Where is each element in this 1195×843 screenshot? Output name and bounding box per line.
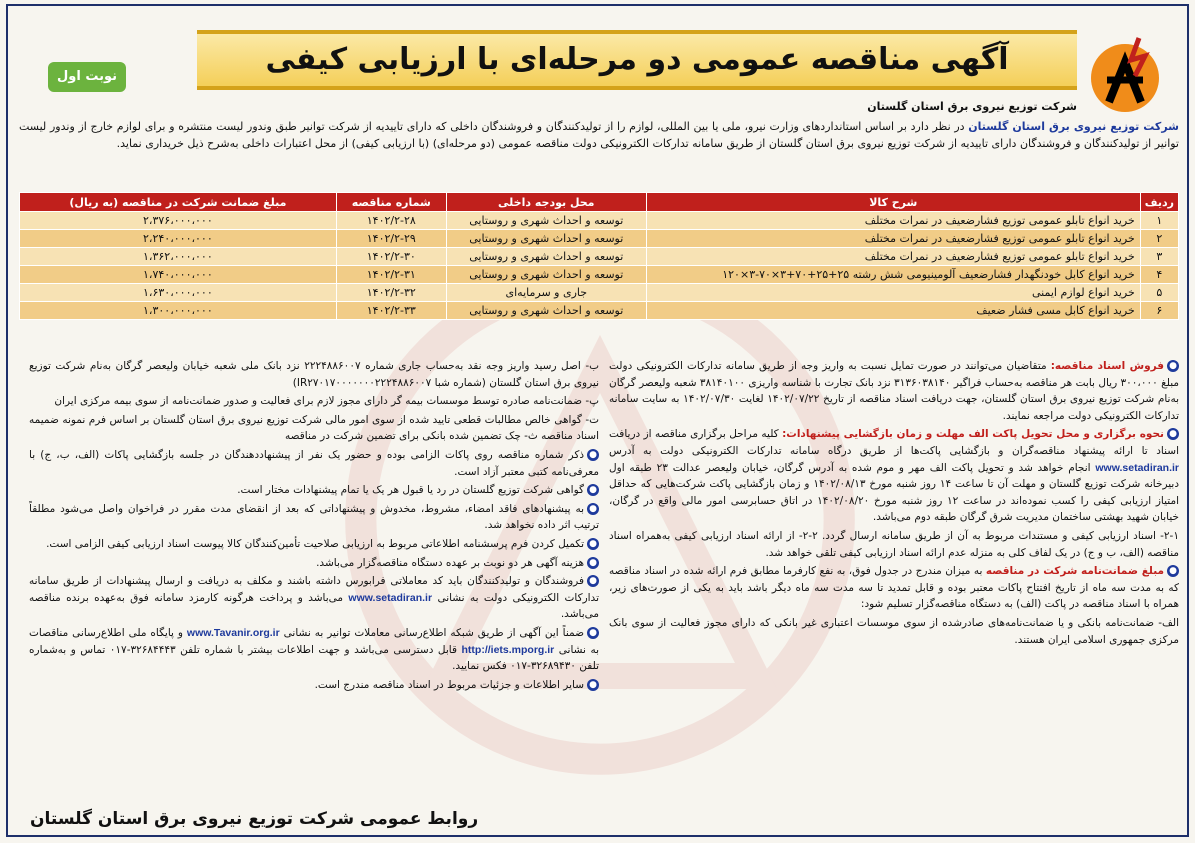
cell-tender-number: ۱۴۰۲/۲-۳۲: [336, 284, 446, 302]
note-item: [29, 447, 599, 480]
cell-description: خرید انواع تابلو عمومی توزیع فشارضعیف در نمرات مختلف: [646, 230, 1140, 248]
section-title: فروش اسناد مناقصه:: [1050, 360, 1165, 372]
table-row: [20, 248, 1179, 266]
tender-table: [19, 192, 1179, 320]
header-description: شرح کالا: [646, 193, 1140, 212]
cell-row-number: ۲: [1140, 230, 1178, 248]
note-item: [29, 625, 599, 675]
round-badge: نوبت اول: [48, 62, 126, 92]
cell-tender-number: ۱۴۰۲/۲-۳۳: [336, 302, 446, 320]
item-t: ت- گواهی خالص مطالبات قطعی تایید شده از سوی امور مالی شرکت توزیع نیروی برق استان گلستان بر اساس فرم نمونه ضمیمه اسناد مناقصه ث- چک تضمین شده بانکی برای تضمین شرکت در مناقصه: [29, 413, 599, 443]
cell-guarantee: ۱،۷۴۰،۰۰۰،۰۰۰: [20, 266, 337, 284]
bullet-icon: ●: [587, 503, 599, 515]
note-item: [29, 501, 599, 534]
section-text: انجام خواهد شد و تحویل پاکت الف مهر و موم شده به آدرس گرگان، خیابان ولیعصر عدالت ۲۳ طبقه اول دبیرخانه شرکت توزیع گلستان و مهلت آن تا ساعت ۱۴ روز شنبه مورخ ۱۴۰۲/۰۸/۱۳ و زمان بازگشایی پاکت شرکت‌هایی که حداقل امتیاز ارزیابی کیفی را کسب نموده‌اند در ساعت ۱۲ روز شنبه مورخ ۱۴۰۲/۰۸/۲۰ در اتاق حسابرسی امور مالی واقع در گرگان، خیابان شهید بهشتی ساختمان مدیریت شرق گرگان طبقه دوم می‌باشد.: [609, 461, 1179, 524]
section-guarantee-a: الف- ضمانت‌نامه بانکی و یا ضمانت‌نامه‌های صادرشده از سوی موسسات اعتباری غیر بانکی که دارای مجوز فعالیت از سوی بانک مرکزی جمهوری اسلامی ایران هستند.: [609, 616, 1179, 646]
header-row-number: ردیف: [1140, 193, 1178, 212]
cell-guarantee: ۱،۶۳۰،۰۰۰،۰۰۰: [20, 284, 337, 302]
section-document-sale: [609, 358, 1179, 424]
cell-description: خرید انواع تابلو عمومی توزیع فشارضعیف در نمرات مختلف: [646, 212, 1140, 230]
table-row: [20, 284, 1179, 302]
note-text: و پایگاه ملی اطلاع‌رسانی مناقصات به نشانی: [29, 626, 599, 656]
company-subtitle: شرکت توزیع نیروی برق استان گلستان: [867, 100, 1077, 113]
cell-budget: توسعه و احداث شهری و روستایی: [446, 248, 646, 266]
cell-budget: جاری و سرمایه‌ای: [446, 284, 646, 302]
item-p: پ- ضمانت‌نامه صادره توسط موسسات بیمه گر دارای مجوز لازم برای فعالیت و صدور ضمانت‌نامه از سوی بیمه مرکزی ایران: [54, 395, 599, 408]
bullet-icon: ●: [587, 627, 599, 639]
section-title: نحوه برگزاری و محل تحویل پاکت الف مهلت و زمان بازگشایی پیشنهادات:: [782, 428, 1164, 441]
intro-text: در نظر دارد بر اساس استانداردهای وزارت نیرو، ملی یا بین المللی، لوازم را از تولیدکنندگان و فروشندگان داخلی که دارای تاییدیه از شرکت توانیر طبق وندور لیست منتشره و برای لوازم خارج از وندور لیست توانیر از تولیدکنندگان و فروشندگان دارای تاییدیه از شرکت توزیع نیروی برق استان گلستان از طریق سامانه تدارکات الکترونیکی دولت مناقصه عمومی (دو مرحله‌ای) (با ارزیابی کیفی) از محل اعتبارات داخلی به‌شرح ذیل خریداری نماید.: [19, 120, 1179, 150]
section-title: مبلغ ضمانت‌نامه شرکت در مناقصه: [985, 565, 1165, 578]
note-text: قابل دسترسی می‌باشد و جهت اطلاعات بیشتر با شماره تلفن ۳۲۶۸۴۴۴۳-۰۱۷ تماس و به‌شماره تلفن ۳۲۶۸۹۴۳۰-۰۱۷ فکس نمایید.: [29, 643, 599, 673]
table-row: [20, 230, 1179, 248]
section-text: به میزان مندرج در جدول فوق، به نفع کارفرما مطابق فرم ارائه شده در اسناد مناقصه که به مدت سه ماه از تاریخ افتتاح پاکات معتبر بوده و قابل تمدید تا سه مدت سه ماه دیگر باشد باید به یکی از صورت‌های زیر، همراه با اسناد مناقصه در پاکت (الف) به دستگاه مناقصه‌گزار تسلیم شود:: [609, 565, 1179, 611]
header-tender-number: شماره مناقصه: [336, 193, 446, 212]
cell-row-number: ۳: [1140, 248, 1178, 266]
cell-guarantee: ۱،۳۶۲،۰۰۰،۰۰۰: [20, 248, 337, 266]
cell-budget: توسعه و احداث شهری و روستایی: [446, 302, 646, 320]
cell-guarantee: ۲،۳۷۶،۰۰۰،۰۰۰: [20, 212, 337, 230]
note-text: سایر اطلاعات و جزئیات مربوط در اسناد مناقصه مندرج است.: [314, 678, 584, 691]
note-text: به پیشنهادهای فاقد امضاء، مشروط، مخدوش و پیشنهاداتی که بعد از انقضای مدت مقرر در فراخوان واصل می‌شود مطلقاً ترتیب اثر داده نخواهد شد.: [29, 502, 599, 532]
note-item: [29, 536, 599, 553]
bullet-icon: ●: [587, 557, 599, 569]
cell-row-number: ۶: [1140, 302, 1178, 320]
cell-tender-number: ۱۴۰۲/۲-۲۸: [336, 212, 446, 230]
cell-row-number: ۱: [1140, 212, 1178, 230]
note-item: [29, 482, 599, 499]
company-logo-icon: [1079, 32, 1171, 116]
page-title: آگهی مناقصه عمومی دو مرحله‌ای با ارزیابی کیفی: [265, 42, 1009, 77]
setadiran-link[interactable]: www.setadiran.ir: [1095, 461, 1179, 474]
table-row: [20, 302, 1179, 320]
table-row: [20, 212, 1179, 230]
note-text: تکمیل کردن فرم پرسشنامه اطلاعاتی مربوط به ارزیابی صلاحیت تأمین‌کنندگان کالا پیوست اسناد ارزیابی کیفی الزامی است.: [46, 537, 584, 550]
cell-budget: توسعه و احداث شهری و روستایی: [446, 230, 646, 248]
table-header-row: [20, 193, 1179, 212]
bullet-icon: ●: [587, 575, 599, 587]
section-text: کلیه مراحل برگزاری مناقصه از دریافت اسناد تا ارائه پیشنهاد مناقصه‌گران و بازگشایی پاکت‌ها از طریق درگاه سامانه تدارکات الکترونیکی دولت به آدرس: [609, 428, 1179, 457]
bullet-icon: ●: [587, 449, 599, 461]
note-text: فروشندگان و تولیدکنندگان باید کد معاملاتی فرابورس داشته باشند و مکلف به دریافت و ارسال پیشنهادات از طریق سامانه تدارکات الکترونیکی دولت به نشانی: [29, 575, 599, 604]
item-b: ب- اصل رسید واریز وجه نقد به‌حساب جاری شماره ۲۲۲۴۸۸۶۰۰۷ نزد بانک ملی شعبه خیابان ولیعصر گرگان به‌نام شرکت توزیع نیروی برق استان گلستان (شماره شبا IR۲۷۰۱۷۰۰۰۰۰۰۰۲۲۲۴۸۸۶۰۰۷): [29, 360, 599, 389]
note-text: گواهی شرکت توزیع گلستان در رد یا قبول هر یک یا تمام پیشنهادات مختار است.: [237, 484, 584, 497]
section-text: متقاضیان می‌توانند در صورت تمایل نسبت به واریز وجه از طریق سامانه تدارکات الکترونیکی دولت مبلغ ۳۰۰،۰۰۰ ریال بابت هر مناقصه به‌حساب فراگیر ۳۱۳۶۰۳۸۱۴۰ نزد بانک تجارت با شناسه واریزی ۳۸۱۴۰۱۰۰ شعبه ولیعصر گرگان به‌نام شرکت توزیع نیروی برق استان گلستان، جهت دریافت اسناد مناقصه از تاریخ ۱۴۰۲/۰۷/۲۲ لغایت ۱۴۰۲/۰۷/۳۰ به سایت سامانه تدارکات الکترونیکی دولت مراجعه نمایند.: [609, 360, 1180, 422]
intro-company: شرکت توزیع نیروی برق استان گلستان: [968, 120, 1179, 133]
cell-budget: توسعه و احداث شهری و روستایی: [446, 266, 646, 284]
note-item: [29, 573, 599, 623]
section-quality-docs: ۲-۱- اسناد ارزیابی کیفی و مستندات مربوط به آن از طریق سامانه ارسال گردد. ۲-۲- از ارائه اسناد ارزیابی کیفی به‌همراه اسناد مناقصه (الف، ب و ج) در یک لفاف کلی به منزله عدم ارائه اسناد ارزیابی کیفی تلقی خواهد شد.: [609, 529, 1179, 559]
bullet-icon: ●: [587, 679, 599, 691]
cell-description: خرید انواع لوازم ایمنی: [646, 284, 1140, 302]
bullet-icon: ●: [1167, 565, 1179, 577]
bullet-icon: ●: [587, 484, 599, 496]
note-text: می‌باشد و پرداخت هرگونه کارمزد سامانه فوق به‌عهده برنده مناقصه می‌باشد.: [29, 591, 599, 621]
cell-tender-number: ۱۴۰۲/۲-۳۱: [336, 266, 446, 284]
note-text: هزینه آگهی هر دو نوبت بر عهده دستگاه مناقصه‌گزار می‌باشد.: [316, 556, 584, 569]
cell-row-number: ۴: [1140, 266, 1178, 284]
header: [8, 6, 1187, 113]
setadiran-link[interactable]: www.setadiran.ir: [348, 591, 433, 604]
section-guarantee: [609, 563, 1179, 613]
cell-row-number: ۵: [1140, 284, 1178, 302]
cell-tender-number: ۱۴۰۲/۲-۲۹: [336, 230, 446, 248]
header-guarantee: مبلغ ضمانت شرکت در مناقصه (به ریال): [20, 193, 337, 212]
left-column: [29, 358, 599, 695]
intro-paragraph: [19, 118, 1179, 152]
cell-tender-number: ۱۴۰۲/۲-۳۰: [336, 248, 446, 266]
header-budget: محل بودجه داخلی: [446, 193, 646, 212]
cell-budget: توسعه و احداث شهری و روستایی: [446, 212, 646, 230]
note-text: ضمناً این آگهی از طریق شبکه اطلاع‌رسانی معاملات توانیر به نشانی: [283, 626, 585, 639]
cell-description: خرید انواع تابلو عمومی توزیع فشارضعیف در نمرات مختلف: [646, 248, 1140, 266]
section-procedure: [609, 426, 1179, 526]
title-banner: [197, 30, 1077, 90]
cell-description: خرید انواع کابل مسی فشار ضعیف: [646, 302, 1140, 320]
footer-signature: روابط عمومی شرکت توزیع نیروی برق استان گلستان: [30, 809, 479, 829]
bullet-icon: ●: [1167, 360, 1179, 372]
note-text: ذکر شماره مناقصه روی پاکات الزامی بوده و حضور یک نفر از پیشنهاددهندگان در جلسه بازگشایی پاکات (الف، ب، ج) با معرفی‌نامه کتبی معتبر آزاد است.: [29, 448, 599, 478]
bullet-icon: ●: [1167, 428, 1179, 440]
note-item: [29, 677, 599, 694]
tavanir-link[interactable]: www.Tavanir.org.ir: [186, 626, 280, 639]
note-item: [29, 555, 599, 572]
cell-guarantee: ۱،۳۰۰،۰۰۰،۰۰۰: [20, 302, 337, 320]
right-column: [609, 358, 1179, 650]
iets-link[interactable]: http://iets.mporg.ir: [461, 643, 555, 656]
cell-description: خرید انواع کابل خودنگهدار فشارضعیف آلومینیومی شش رشته ۲۵+۲۵+۷۰+۳×۷۰-۳×۱۲۰: [646, 266, 1140, 284]
bullet-icon: ●: [587, 538, 599, 550]
table-row: [20, 266, 1179, 284]
cell-guarantee: ۲،۲۴۰،۰۰۰،۰۰۰: [20, 230, 337, 248]
